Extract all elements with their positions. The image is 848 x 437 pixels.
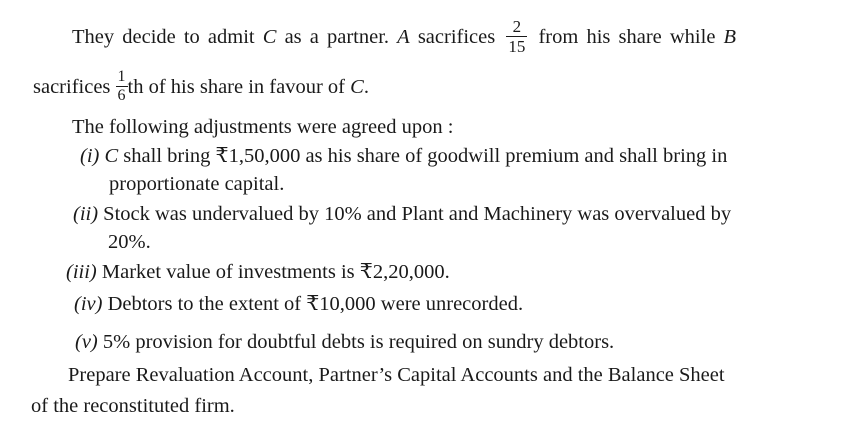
var-c: C [104, 145, 119, 167]
adjustment-text: shall bring ₹1,50,000 as his share of goodwill premium and shall bring in [118, 145, 728, 167]
var-a: A [397, 26, 410, 49]
adjustment-label: (ii) [73, 203, 99, 225]
adjustment-3 [66, 262, 450, 283]
adjustment-text: 5% provision for doubtful debts is required on sundry debtors. [102, 331, 615, 353]
fraction-numerator: 1 [117, 68, 126, 85]
adjustment-1-line2: proportionate capital. [109, 173, 285, 195]
adjustment-label: (i) [80, 145, 100, 167]
adjustment-text: Debtors to the extent of ₹10,000 were unrecorded. [107, 293, 524, 315]
var-c: C [350, 76, 364, 99]
fraction-1-6 [116, 69, 128, 104]
adjustment-1-line1 [80, 146, 727, 167]
adjustment-4 [74, 294, 523, 315]
text: from his share while [530, 26, 724, 49]
var-b: B [723, 26, 737, 49]
text: sacrifices [33, 76, 116, 99]
fraction-numerator: 2 [506, 18, 527, 37]
adjustment-label: (iv) [74, 293, 103, 315]
adjustment-2-line1 [73, 204, 731, 225]
var-c: C [262, 26, 277, 49]
closing-line1: Prepare Revaluation Account, Partner’s Capital Accounts and the Balance Sheet [68, 364, 725, 386]
text: sacrifices [409, 26, 504, 49]
text: th of his share in favour of [127, 76, 351, 99]
adjustment-label: (v) [75, 331, 98, 353]
text: . [363, 76, 369, 99]
adjustments-intro: The following adjustments were agreed upon : [72, 116, 454, 138]
para1-line1 [72, 17, 737, 57]
fraction-denominator: 15 [508, 37, 526, 56]
closing-line2: of the reconstituted firm. [31, 395, 235, 417]
text: as a partner. [276, 26, 398, 49]
fraction-denominator: 6 [117, 87, 126, 104]
adjustment-text: Stock was undervalued by 10% and Plant and Machinery was overvalued by [103, 203, 732, 225]
adjustment-text: Market value of investments is ₹2,20,000. [101, 261, 450, 283]
text: They decide to admit [72, 26, 263, 49]
adjustment-2-line2: 20%. [108, 231, 151, 253]
adjustment-label: (iii) [66, 261, 97, 283]
fraction-2-15 [506, 18, 527, 55]
para1-line2 [33, 68, 369, 106]
adjustment-5 [75, 332, 614, 353]
